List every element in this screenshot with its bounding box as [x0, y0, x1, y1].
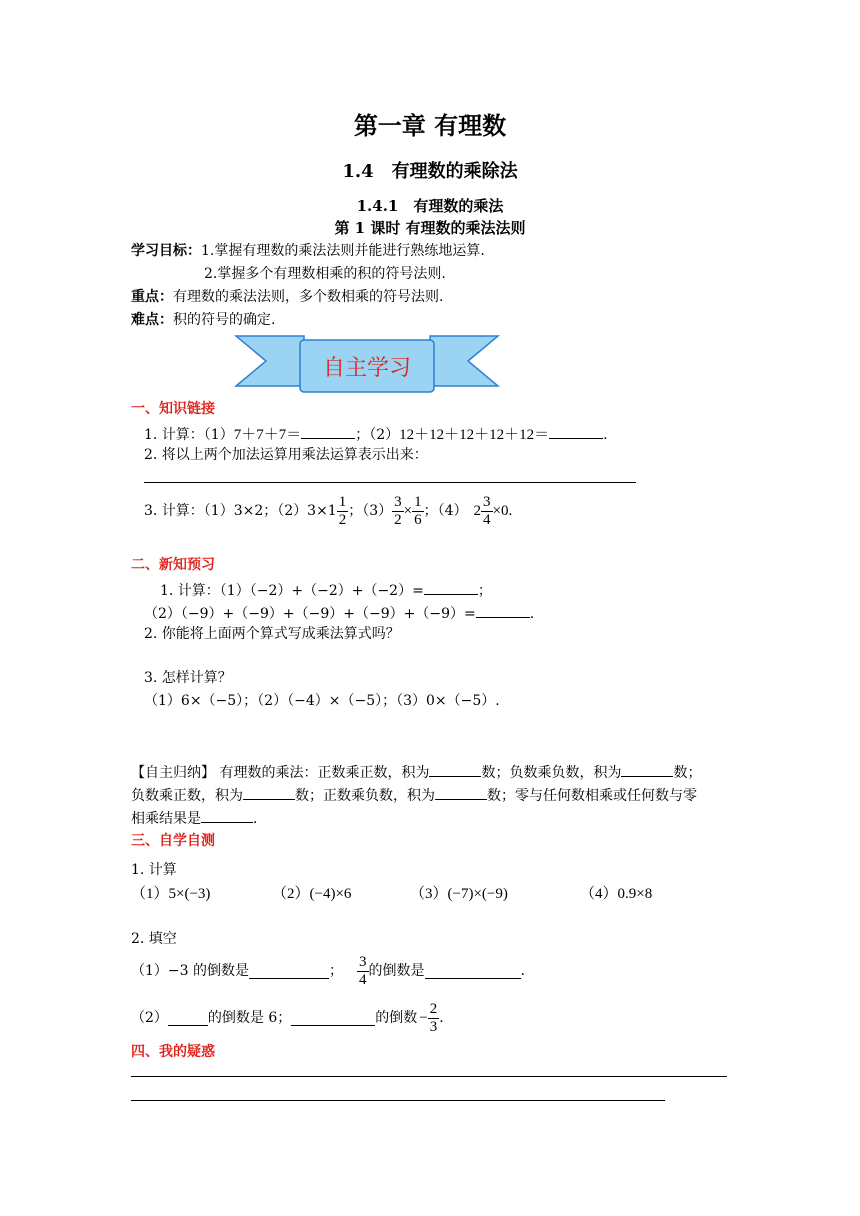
difficulty-text: 积的符号的确定.	[173, 312, 276, 328]
answer-blank[interactable]	[549, 424, 603, 439]
denominator: 4	[483, 511, 491, 528]
key-point	[131, 289, 443, 306]
s3-item-2: （2）(−4)×6	[272, 886, 352, 902]
s2-question-2: 2. 你能将上面两个算式写成乘法算式吗？	[144, 626, 400, 642]
fraction	[481, 495, 493, 528]
answer-line[interactable]	[131, 1100, 665, 1101]
goal-2: 2.掌握多个有理数相乘的积的符号法则.	[204, 266, 446, 282]
numerator: 3	[394, 493, 402, 510]
s3-r1-mid: ；	[329, 962, 343, 979]
goals-label: 学习目标：	[131, 243, 201, 259]
s3-question-2: 2. 填空	[131, 931, 177, 947]
answer-blank[interactable]	[249, 964, 329, 979]
fraction	[428, 1002, 440, 1035]
whole-number: 2	[473, 503, 482, 519]
section-1-heading: 一、知识链接	[131, 401, 215, 417]
ribbon-right-tail	[430, 336, 498, 386]
section-2-heading: 二、新知预习	[131, 557, 215, 573]
s1-q1-expr2: 12＋12＋12＋12＋12＝	[399, 427, 550, 443]
answer-blank[interactable]	[476, 603, 530, 618]
answer-blank[interactable]	[168, 1011, 208, 1026]
s2-question-3-items: （1）6×（−5）；（2）（−4）×（−5）；（3）0×（−5）.	[144, 693, 500, 709]
answer-line[interactable]	[144, 482, 636, 483]
chapter-title: 第一章 有理数	[353, 111, 507, 140]
answer-blank[interactable]	[424, 580, 478, 595]
denominator: 2	[394, 511, 402, 528]
s3-fill-2	[131, 996, 444, 1040]
s1-q1-end: .	[603, 427, 608, 443]
s3-item-4: （4）0.9×8	[580, 886, 653, 902]
s2-question-1a	[160, 580, 492, 600]
s3-item-3: （3）(−7)×(−9)	[410, 886, 508, 902]
lesson-title: 第 1 课时 有理数的乘法法则	[334, 219, 526, 237]
goal-1: 1.掌握有理数的乘法法则并能进行熟练地运算.	[201, 243, 485, 259]
denominator: 6	[414, 511, 422, 528]
s1-q3-part4: ；（4）	[423, 502, 468, 519]
s3-r1-prefix: （1）−3 的倒数是	[131, 962, 249, 979]
learning-goals	[131, 243, 485, 260]
section-3-heading: 三、自学自测	[131, 833, 215, 849]
s3-r2-prefix: （2）	[131, 1009, 168, 1026]
s3-question-1: 1. 计算	[131, 862, 177, 878]
numerator: 2	[429, 1000, 438, 1017]
fraction	[357, 955, 369, 988]
s2-question-3: 3. 怎样计算？	[144, 670, 232, 686]
s2-q1b-end: .	[529, 606, 535, 622]
summary-line-1	[131, 762, 701, 782]
numerator: 3	[359, 953, 367, 970]
s3-r1-suffix: 的倒数是	[368, 962, 425, 979]
summary-line-3	[131, 808, 257, 828]
times-sign: ×	[403, 503, 413, 519]
summary-text: 负数乘正数，积为	[131, 788, 243, 804]
minus-sign: −	[419, 1010, 428, 1026]
answer-blank[interactable]	[201, 808, 253, 823]
s2-question-1b	[144, 603, 534, 623]
answer-blank[interactable]	[291, 1011, 375, 1026]
numerator: 3	[483, 493, 491, 510]
section-title: 1.4 有理数的乘除法	[342, 161, 518, 182]
s3-r1-end: .	[520, 962, 525, 979]
s3-item-1: （1）5×(−3)	[131, 886, 211, 902]
key-label: 重点：	[131, 289, 173, 305]
s2-q1a-end: ；	[477, 583, 492, 599]
s1-q3-prefix: 3. 计算：（1）3×2；（2）3×1	[144, 502, 337, 519]
fraction	[412, 495, 424, 528]
answer-blank[interactable]	[621, 762, 673, 777]
s3-fill-1	[131, 948, 525, 994]
denominator: 2	[338, 511, 347, 528]
difficulty	[131, 312, 275, 329]
numerator: 1	[414, 493, 422, 510]
summary-text: 数；零与任何数相乘或任何数与零	[487, 788, 697, 804]
answer-blank[interactable]	[243, 785, 295, 800]
s2-q1a-text: 1. 计算：（1）（−2）+（−2）+（−2）=	[160, 583, 424, 599]
section-4-heading: 四、我的疑惑	[131, 1044, 215, 1060]
summary-text: 数；负数乘负数，积为	[481, 765, 622, 781]
fraction	[392, 495, 404, 528]
answer-blank[interactable]	[429, 762, 481, 777]
s3-r2-end: .	[439, 1009, 444, 1026]
answer-line[interactable]	[131, 1076, 727, 1077]
s1-q3-end: ×0.	[492, 503, 513, 519]
s2-q1b-text: （2）（−9）+（−9）+（−9）+（−9）+（−9）=	[144, 606, 476, 622]
answer-blank[interactable]	[425, 964, 521, 979]
banner-text: 自主学习	[322, 356, 411, 381]
s3-r2-mid: 的倒数是 6；	[207, 1009, 292, 1026]
summary-text: 有理数的乘法：正数乘正数，积为	[219, 765, 430, 781]
key-text: 有理数的乘法法则，多个数相乘的符号法则.	[173, 289, 444, 305]
subsection-title: 1.4.1 有理数的乘法	[356, 197, 504, 215]
denominator: 4	[359, 971, 367, 988]
s1-question-1	[144, 424, 608, 444]
s1-q1-prefix: 1. 计算：（1）	[144, 427, 234, 443]
answer-blank[interactable]	[435, 785, 487, 800]
denominator: 3	[429, 1018, 438, 1035]
s1-q1-mid: ；（2）	[355, 427, 400, 443]
difficulty-label: 难点：	[131, 312, 173, 328]
s1-question-2: 2. 将以上两个加法运算用乘法运算表示出来：	[144, 447, 428, 463]
fraction	[337, 495, 349, 528]
summary-text: 相乘结果是	[131, 811, 201, 827]
s1-q1-expr1: 7＋7＋7＝	[233, 427, 302, 443]
answer-blank[interactable]	[301, 424, 355, 439]
summary-text: 数；正数乘负数，积为	[295, 788, 435, 804]
summary-text: 数；	[673, 765, 702, 781]
s1-q3-part3: ；（3）	[348, 502, 393, 519]
summary-label: 【自主归纳】	[131, 765, 215, 781]
s1-question-3	[144, 488, 512, 534]
numerator: 1	[338, 493, 347, 510]
summary-line-2	[131, 785, 697, 805]
ribbon-left-tail	[236, 336, 304, 386]
summary-text: .	[253, 811, 258, 827]
s3-r2-suffix: 的倒数	[375, 1009, 418, 1026]
